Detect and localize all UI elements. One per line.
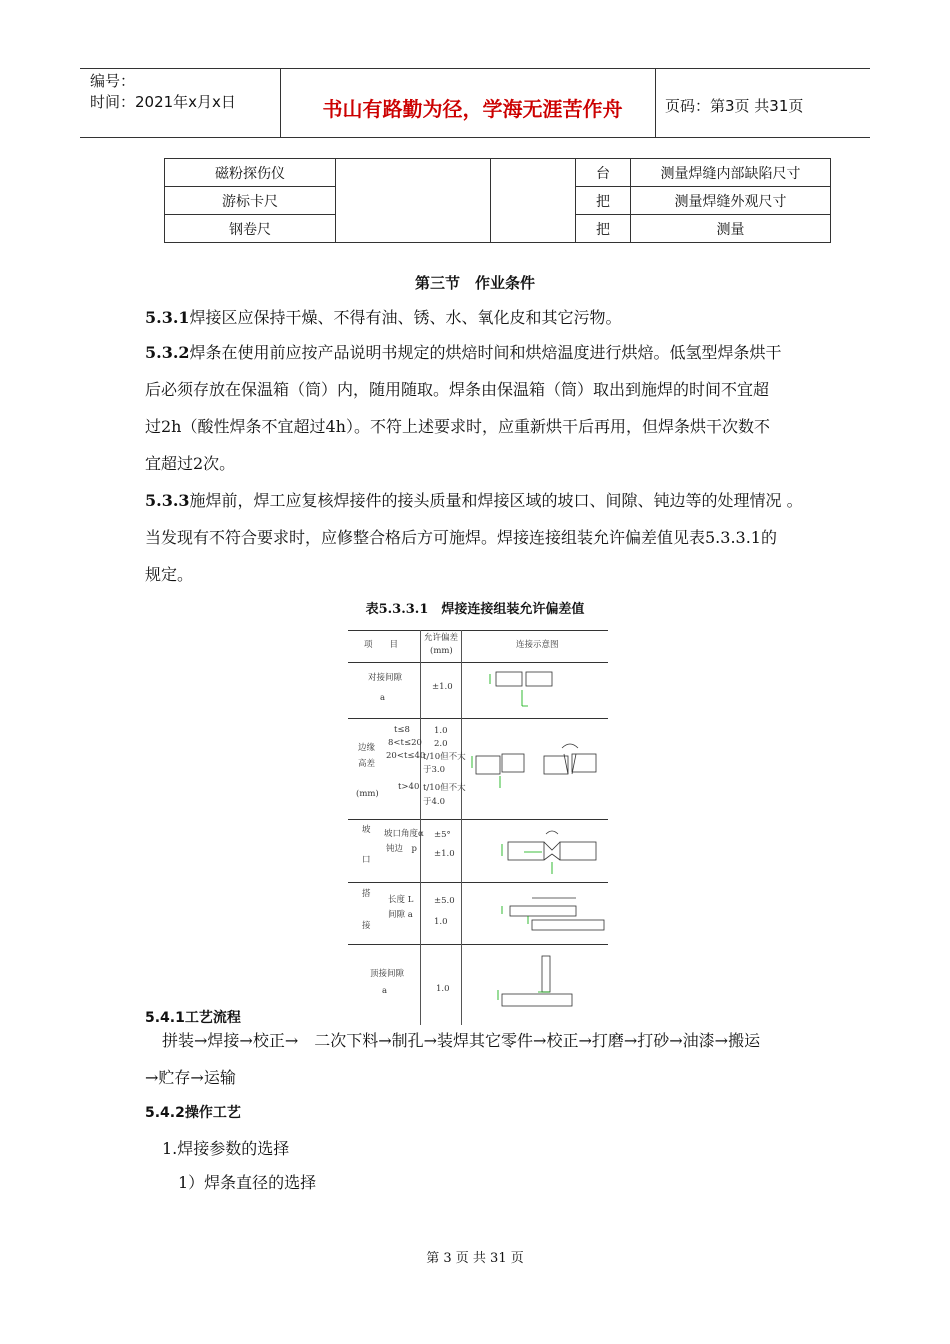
col-header-tolerance: 允许偏差 (424, 633, 459, 643)
clause-text: 后必须存放在保温箱（筒）内，随用随取。焊条由保温箱（筒）取出到施焊的时间不宜超 (145, 380, 770, 399)
annotation-marker (502, 844, 552, 874)
row-condition: 间隙 a (388, 910, 413, 920)
clause-text: 焊接区应保持干燥、不得有油、锈、水、氧化皮和其它污物。 (189, 308, 622, 327)
row-item: 坡 (362, 825, 371, 835)
angle-arc (546, 831, 558, 834)
row-item: 接 (362, 921, 371, 931)
row-tolerance: t/10但不大 (423, 783, 466, 793)
plate-shape (496, 672, 522, 686)
row-tolerance: 于3.0 (423, 765, 446, 775)
row-condition: 20<t≤40 (386, 751, 426, 761)
angle-arc (562, 744, 578, 748)
bevel-line (544, 842, 560, 860)
header-info (90, 71, 236, 113)
plate-shape (502, 754, 524, 772)
plate-shape (510, 906, 576, 916)
plate-shape (544, 756, 568, 774)
header-divider (280, 69, 281, 137)
plate-shape (508, 842, 544, 860)
row-sub: a (382, 986, 388, 996)
tolerance-table (348, 630, 608, 1025)
header-page-number: 页码：第3页 共31页 (665, 97, 804, 115)
equipment-name: 钢卷尺 (165, 215, 336, 243)
row-tolerance: t/10但不大 (423, 752, 466, 762)
row-item: 边缘 (358, 743, 376, 753)
row-tolerance: 于4.0 (423, 797, 446, 807)
row-sub: a (380, 693, 386, 703)
row-tolerance: 2.0 (434, 739, 448, 749)
row-condition: 坡口角度α (384, 829, 424, 839)
row-tolerance: 1.0 (436, 984, 450, 994)
clause-text: 当发现有不符合要求时，应修整合格后方可施焊。焊接连接组装允许偏差值见表5.3.3.1的 (145, 528, 777, 547)
paragraph-5-3-1 (145, 299, 815, 336)
clause-text: 焊条在使用前应按产品说明书规定的烘焙时间和烘焙温度进行烘焙。低氢型焊条烘干 (189, 343, 782, 362)
plate-shape (532, 920, 604, 930)
row-condition: 8<t≤20 (388, 738, 422, 748)
row-tolerance: ±5° (434, 830, 451, 840)
row-item: 对接间隙 (368, 673, 403, 683)
equipment-name: 磁粉探伤仪 (165, 159, 336, 187)
row-tolerance: ±1.0 (434, 849, 455, 859)
clause-number: 5.3.3 (145, 491, 190, 510)
equipment-name: 游标卡尺 (165, 187, 336, 215)
equipment-purpose: 测量焊缝外观尺寸 (631, 187, 831, 215)
section-title: 第三节 作业条件 (414, 274, 535, 292)
clause-text: 宜超过2次。 (145, 454, 236, 473)
clause-text: 过2h（酸性焊条不宜超过4h）。不符上述要求时，应重新烘干后再用，但焊条烘干次数不 (145, 417, 770, 436)
subsection-5-4-1: 5.4.1工艺流程 (145, 1010, 241, 1026)
empty-cell (491, 159, 576, 243)
equipment-unit: 台 (576, 159, 631, 187)
header-motto: 书山有路勤为径，学海无涯苦作舟 (322, 97, 623, 121)
plate-shape (476, 756, 500, 774)
paragraph-5-3-3 (145, 482, 815, 593)
equipment-unit: 把 (576, 215, 631, 243)
col-header-figure: 连接示意图 (516, 640, 559, 650)
equipment-purpose: 测量 (631, 215, 831, 243)
bevel-line (564, 754, 576, 774)
plate-shape (542, 956, 550, 992)
plate-shape (560, 842, 596, 860)
clause-text: 施焊前，焊工应复核焊接件的接头质量和焊接区域的坡口、间隙、钝边等的处理情况 。 (189, 491, 803, 510)
table-caption: 表5.3.3.1 焊接连接组装允许偏差值 (365, 602, 585, 617)
annotation-marker (502, 906, 528, 924)
joint-schematics (462, 630, 608, 1025)
list-item: 1.焊接参数的选择 (162, 1139, 290, 1158)
doc-number-label: 编号： (90, 72, 136, 90)
row-item: 搭 (362, 889, 371, 899)
col-header-unit: (mm) (430, 646, 453, 656)
page-footer: 第 3 页 共 31 页 (426, 1251, 524, 1266)
row-condition: 长度 L (388, 895, 414, 905)
row-tolerance: ±1.0 (432, 682, 453, 692)
clause-number: 5.3.2 (145, 343, 190, 362)
equipment-unit: 把 (576, 187, 631, 215)
row-tolerance: 1.0 (434, 726, 448, 736)
row-condition: t>40 (398, 782, 420, 792)
empty-cell (336, 159, 491, 243)
list-item: 1）焊条直径的选择 (178, 1173, 317, 1192)
row-item: 高差 (358, 759, 376, 769)
row-tolerance: ±5.0 (434, 896, 455, 906)
row-condition: 钝边 p (386, 844, 417, 854)
doc-date: 时间：2021年x月x日 (90, 93, 236, 111)
row-item: 口 (362, 855, 371, 865)
table-row (165, 159, 831, 187)
row-item: (mm) (356, 789, 379, 799)
plate-shape (502, 994, 572, 1006)
subsection-5-4-2: 5.4.2操作工艺 (145, 1105, 241, 1121)
col-header-item: 项 目 (364, 640, 399, 650)
process-flow-line1: 拼装→焊接→校正→ 二次下料→制孔→装焊其它零件→校正→打磨→打砂→油漆→搬运 (162, 1031, 761, 1050)
row-tolerance: 1.0 (434, 917, 448, 927)
process-flow-line2: →贮存→运输 (145, 1068, 236, 1087)
row-item: 顶接间隙 (370, 969, 405, 979)
equipment-table (164, 158, 831, 243)
clause-text: 规定。 (145, 565, 194, 584)
header-divider (655, 69, 656, 137)
page-header (80, 68, 870, 138)
paragraph-5-3-2 (145, 334, 815, 482)
equipment-purpose: 测量焊缝内部缺陷尺寸 (631, 159, 831, 187)
plate-shape (526, 672, 552, 686)
clause-number: 5.3.1 (145, 308, 190, 327)
row-condition: t≤8 (394, 725, 410, 735)
